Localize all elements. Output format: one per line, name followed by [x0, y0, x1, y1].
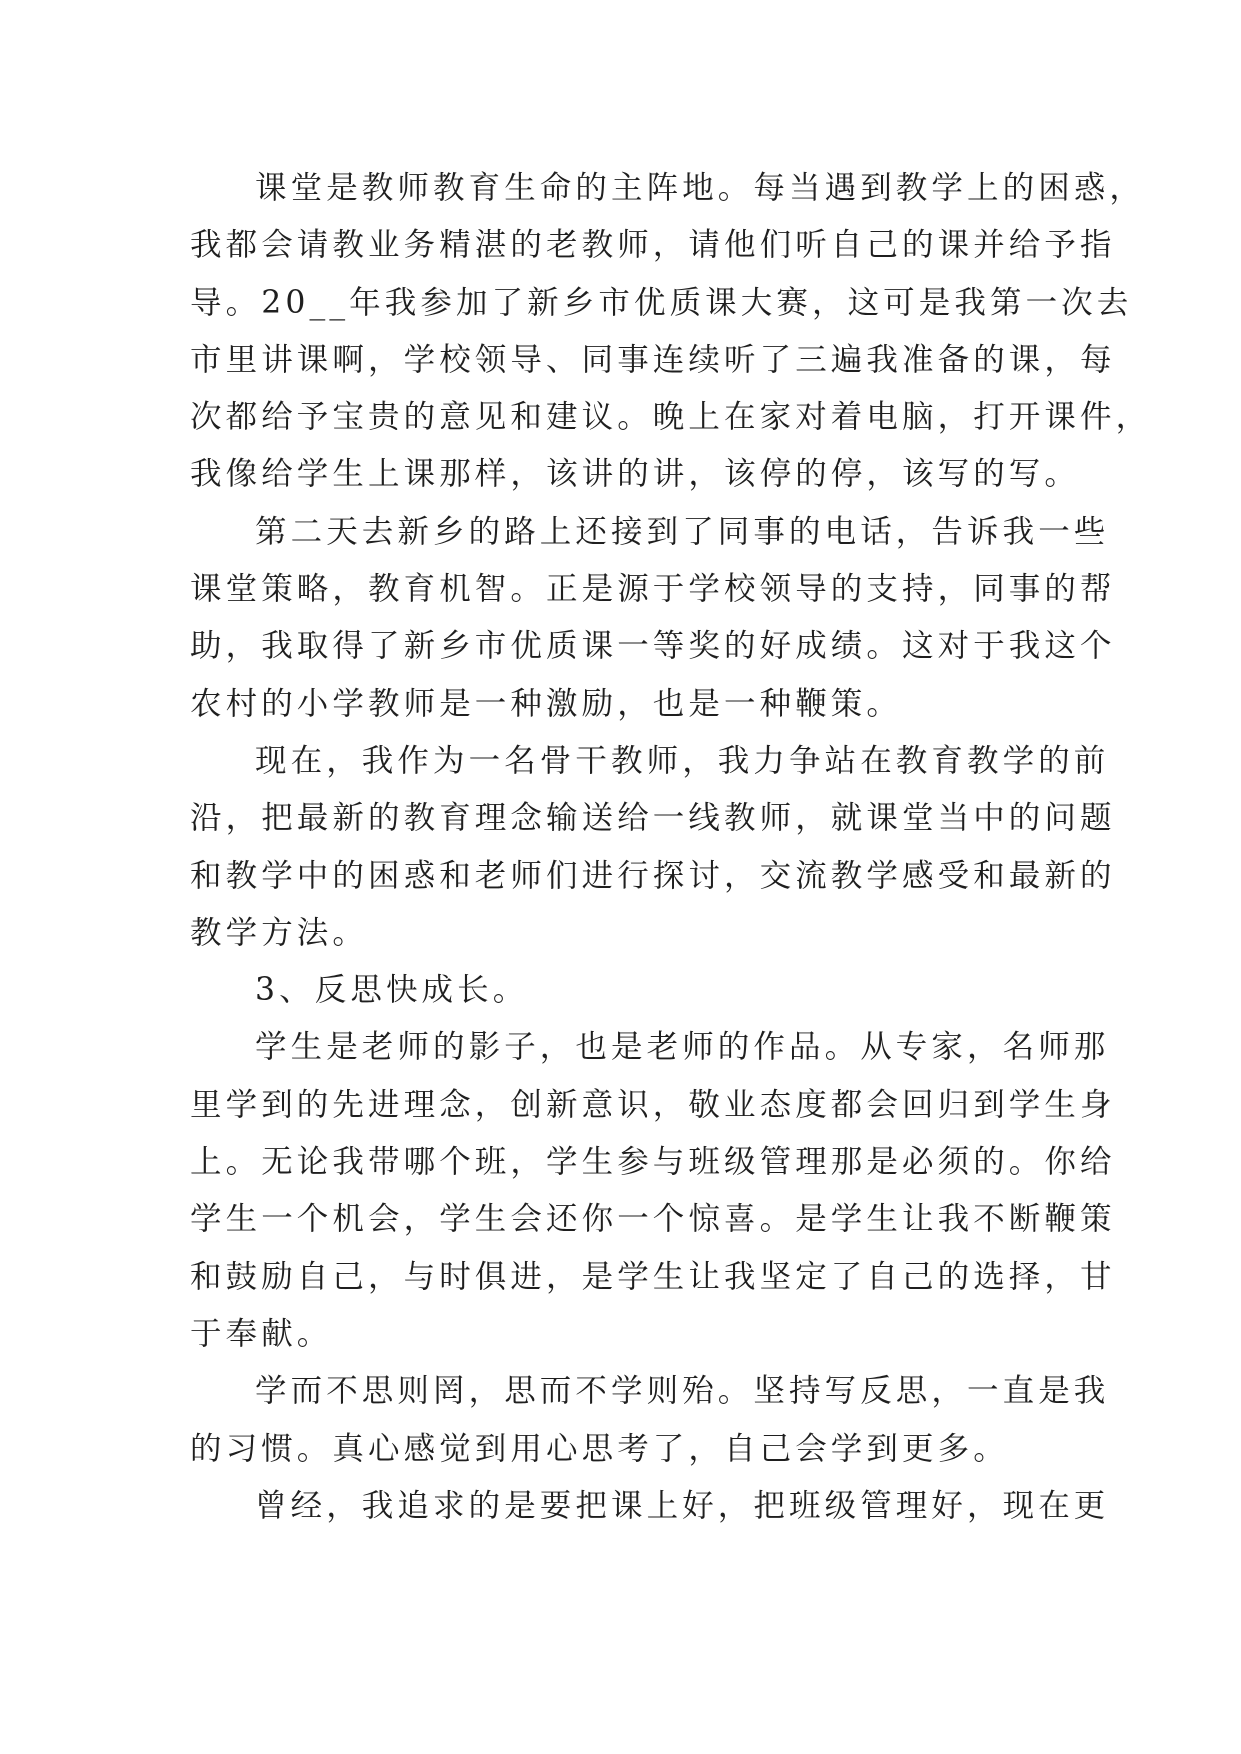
text-line: 课堂策略，教育机智。正是源于学校领导的支持，同事的帮: [190, 571, 1116, 608]
text-line: 上。无论我带哪个班，学生参与班级管理那是必须的。你给: [190, 1144, 1116, 1181]
text-line: 农村的小学教师是一种激励，也是一种鞭策。: [190, 685, 903, 722]
text-line: 于奉献。: [190, 1315, 333, 1352]
text-line: 和鼓励自己，与时俱进，是学生让我坚定了自己的选择，甘: [190, 1258, 1116, 1295]
text-line: 和教学中的困惑和老师们进行探讨，交流教学感受和最新的: [190, 857, 1116, 894]
text-line: 学生是老师的影子，也是老师的作品。从专家，名师那: [255, 1029, 1110, 1066]
body-text: [190, 160, 1152, 1535]
text-line: 沿，把最新的教育理念输送给一线教师，就课堂当中的问题: [190, 800, 1116, 837]
text-line: 导。20__年我参加了新乡市优质课大赛，这可是我第一次去: [190, 284, 1133, 321]
text-line: 课堂是教师教育生命的主阵地。每当遇到教学上的困惑，: [255, 170, 1146, 206]
text-line: 的习惯。真心感觉到用心思考了，自己会学到更多。: [190, 1430, 1009, 1467]
text-line: 第二天去新乡的路上还接到了同事的电话，告诉我一些: [255, 513, 1110, 550]
text-line: 学而不思则罔，思而不学则殆。坚持写反思，一直是我: [255, 1373, 1110, 1410]
text-line: 我都会请教业务精湛的老教师，请他们听自己的课并给予指: [190, 227, 1116, 264]
text-line: 学生一个机会，学生会还你一个惊喜。是学生让我不断鞭策: [190, 1201, 1116, 1238]
text-line: 现在，我作为一名骨干教师，我力争站在教育教学的前: [255, 742, 1110, 779]
text-line: 教学方法。: [190, 914, 369, 951]
section-heading: 3、反思快成长。: [255, 972, 529, 1009]
text-line: 我像给学生上课那样，该讲的讲，该停的停，该写的写。: [190, 456, 1081, 493]
text-line: 次都给予宝贵的意见和建议。晚上在家对着电脑，打开课件，: [190, 399, 1152, 436]
text-line: 市里讲课啊，学校领导、同事连续听了三遍我准备的课，每: [190, 341, 1116, 378]
text-line: 里学到的先进理念，创新意识，敬业态度都会回归到学生身: [190, 1086, 1116, 1123]
text-line: 曾经，我追求的是要把课上好，把班级管理好，现在更: [255, 1487, 1110, 1524]
text-line: 助，我取得了新乡市优质课一等奖的好成绩。这对于我这个: [190, 628, 1116, 665]
